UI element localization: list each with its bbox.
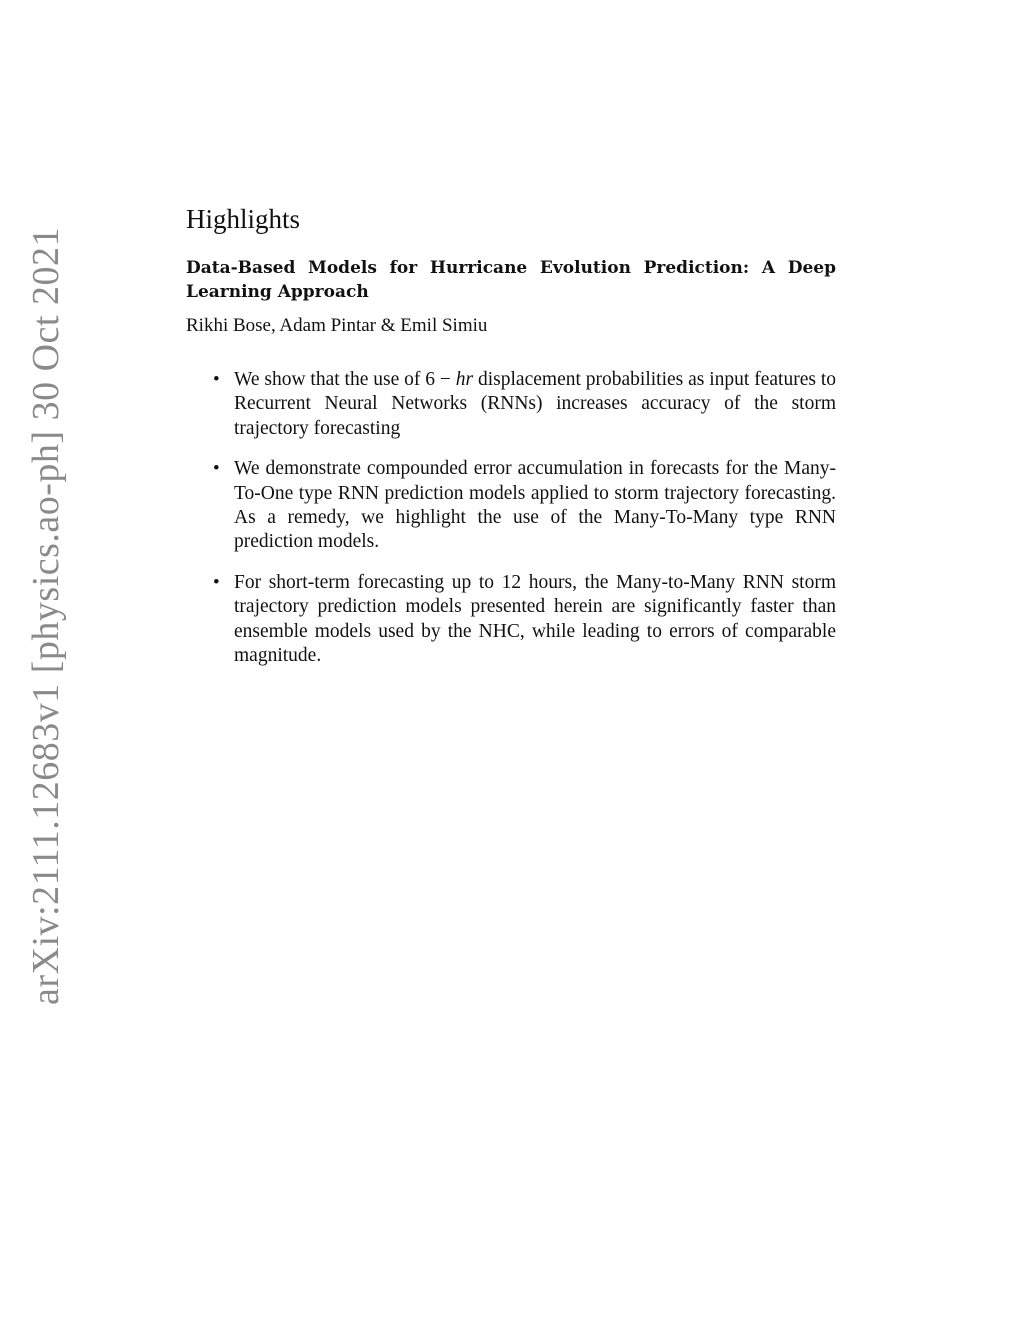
paper-authors: Rikhi Bose, Adam Pintar & Emil Simiu	[186, 315, 488, 336]
highlight-item	[186, 368, 836, 441]
highlight-math-hr: hr	[455, 369, 474, 390]
arxiv-identifier-stamp: arXiv:2111.12683v1 [physics.ao-ph] 30 Oct 2021	[25, 227, 67, 1005]
paper-title: Data-Based Models for Hurricane Evolution Prediction: A Deep Learning Approach	[186, 258, 836, 302]
highlights-page	[186, 200, 836, 684]
highlight-text: For short-term forecasting up to 12 hours, the Many-to-Many RNN storm trajectory prediction models presented herein are significantly faster than ensemble models used by the NHC, while leading to errors of comparable magnitude.	[234, 571, 836, 667]
highlights-list	[186, 368, 836, 668]
highlight-text-before: We show that the use of 6 −	[234, 369, 456, 390]
bullet-icon: •	[213, 458, 220, 480]
highlight-text-after: displacement probabilities as input features to Recurrent Neural Networks (RNNs) increases accuracy of the storm trajectory forecasting	[234, 369, 836, 439]
highlight-item	[186, 457, 836, 555]
highlight-text: We demonstrate compounded error accumulation in forecasts for the Many-To-One type RNN prediction models applied to storm trajectory forecasting. As a remedy, we highlight the use of the Many-To-Many type RNN prediction models.	[234, 458, 836, 553]
highlight-item	[186, 571, 836, 669]
bullet-icon: •	[213, 369, 220, 390]
highlights-heading: Highlights	[186, 204, 301, 234]
bullet-icon: •	[213, 571, 220, 593]
